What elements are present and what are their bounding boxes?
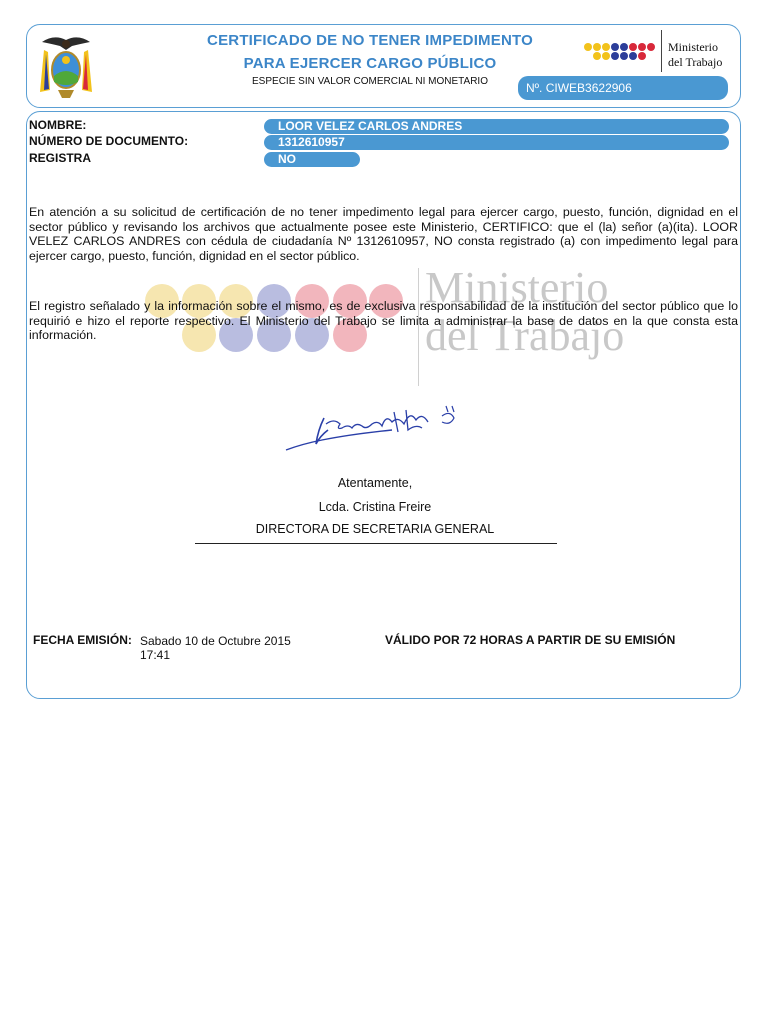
signature-line (195, 543, 557, 544)
document-value: 1312610957 (264, 135, 729, 150)
responsibility-paragraph: El registro señalado y la información sobre el mismo, es de exclusiva responsabilidad de la institución del sector público que lo requirió e hizo el reporte respectivo. El Ministerio del Trabajo se limita a administrar la base de datos en la que consta esta información. (29, 299, 738, 342)
validity-notice: VÁLIDO POR 72 HORAS A PARTIR DE SU EMISIÓN (385, 633, 676, 647)
signer-name: Lcda. Cristina Freire (318, 500, 432, 514)
ministry-logo-line-2: del Trabajo (668, 55, 723, 69)
certification-paragraph: En atención a su solicitud de certificación de no tener impedimento legal para ejercer cargo, puesto, función, dignidad en el sector público y revisando los archivos que actualmente posee este Ministerio, CERTIFICO: que el (la) señor (a)(ita). LOOR VELEZ CARLOS ANDRES con cédula de ciudadanía Nº 1312610957, NO consta registrado (a) con impedimento legal para ejercer cargo, puesto, función, dignidad en el sector público. (29, 205, 738, 263)
ecuador-coat-of-arms-icon (36, 32, 96, 100)
ministry-dots-logo-icon (583, 42, 659, 62)
title-line-1: CERTIFICADO DE NO TENER IMPEDIMENTO (207, 32, 533, 49)
registra-value: NO (264, 152, 360, 167)
name-value: LOOR VELEZ CARLOS ANDRES (264, 119, 729, 134)
registra-label: REGISTRA (29, 151, 92, 165)
ministry-logo-line-1: Ministerio (668, 40, 718, 54)
logo-separator (661, 30, 662, 72)
document-label: NÚMERO DE DOCUMENTO: (29, 134, 189, 148)
handwritten-signature (282, 400, 464, 458)
name-label: NOMBRE: (29, 118, 87, 132)
closing-text: Atentamente, (337, 476, 413, 490)
issue-date: Sabado 10 de Octubre 2015 (140, 634, 291, 648)
signer-title: DIRECTORA DE SECRETARIA GENERAL (255, 522, 495, 536)
watermark-line-2: del Trabajo (425, 311, 625, 360)
issue-time: 17:41 (140, 648, 171, 662)
title-line-2: PARA EJERCER CARGO PÚBLICO (243, 55, 497, 72)
watermark-line-1: Ministerio (425, 263, 609, 312)
issue-date-label: FECHA EMISIÓN: (33, 633, 132, 647)
certificate-number: Nº. CIWEB3622906 (518, 76, 728, 100)
ministry-logo-text (668, 40, 722, 70)
subtitle: ESPECIE SIN VALOR COMERCIAL NI MONETARIO (252, 76, 488, 87)
